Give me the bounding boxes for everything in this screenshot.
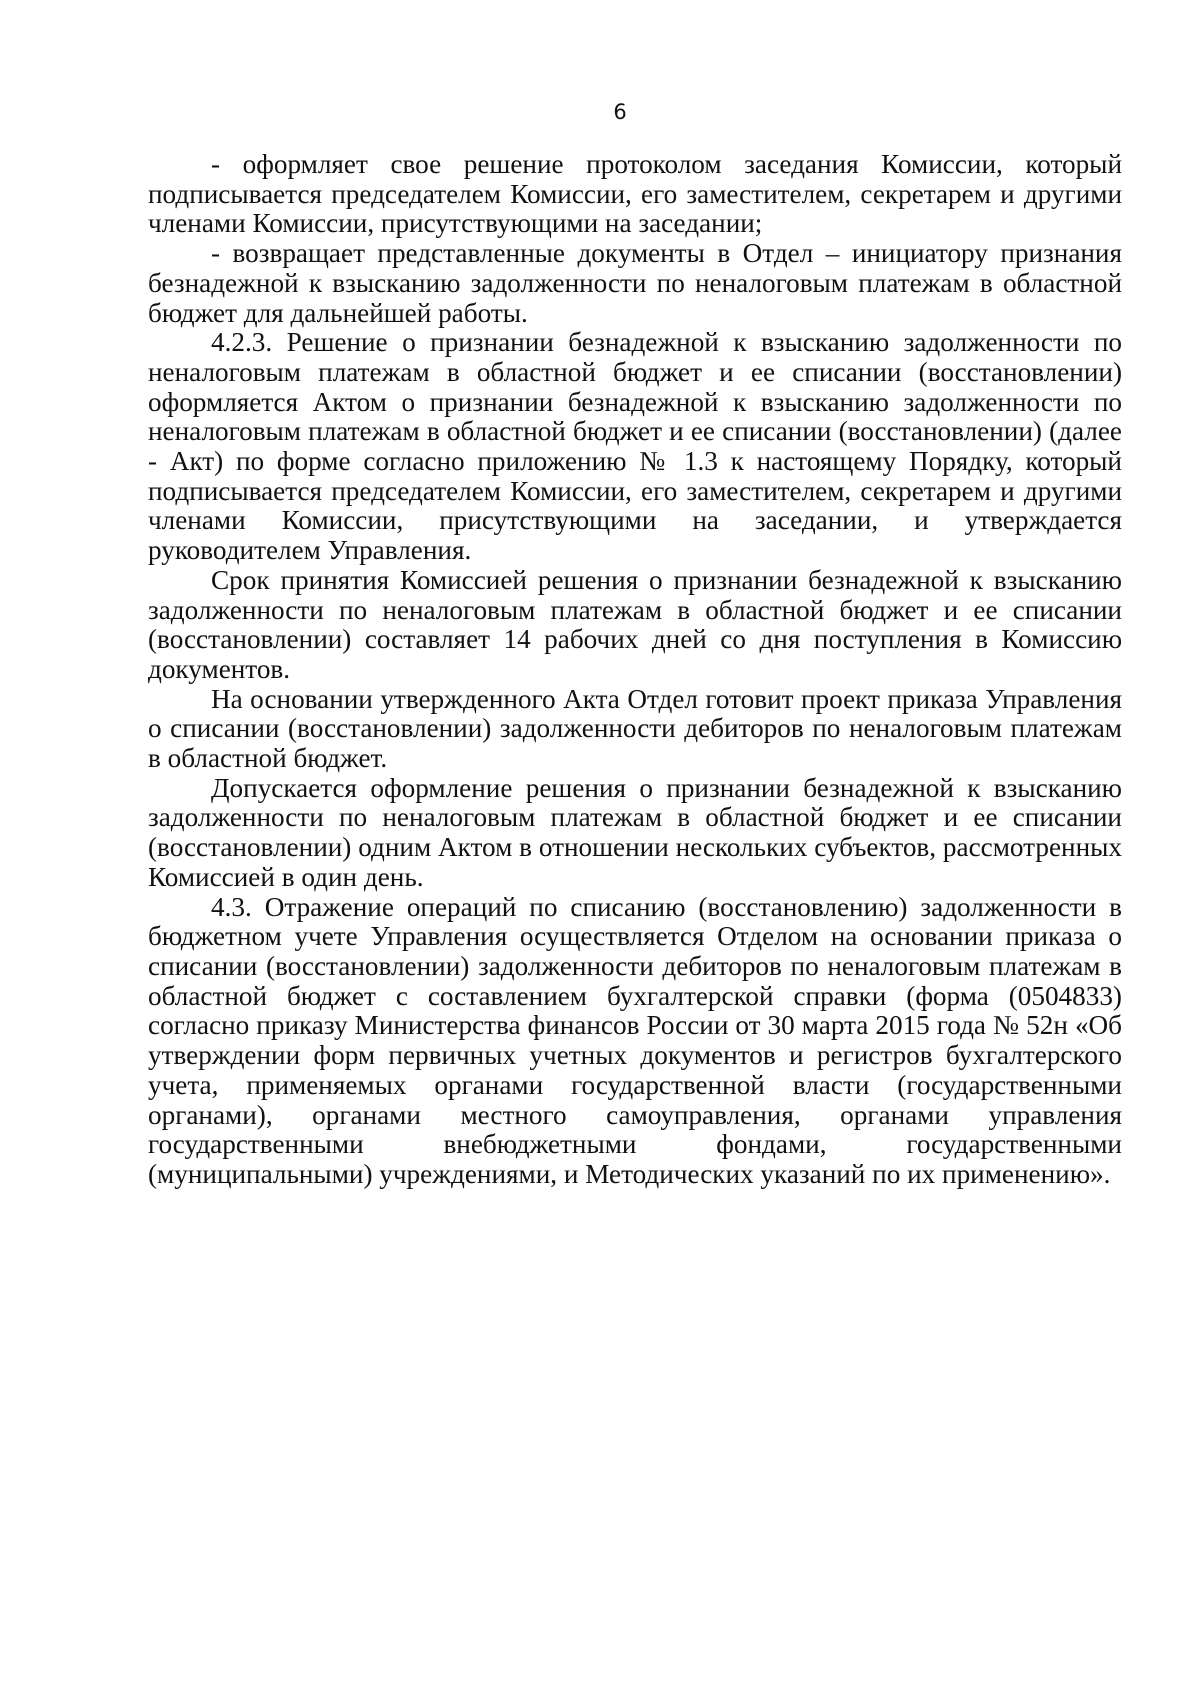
paragraph-signing-protocol: - оформляет свое решение протоколом заседания Комиссии, который подписывается председателем Комиссии, его заместителем, секретарем и другими членами Комиссии, присутствующими на заседании; — [148, 149, 1122, 239]
paragraph-return-documents: - возвращает представленные документы в Отдел – инициатору признания безнадежной к взысканию задолженности по неналоговым платежам в областной бюджет для дальнейшей работы. — [148, 238, 1122, 328]
paragraph-decision-term: Срок принятия Комиссией решения о признании безнадежной к взысканию задолженности по неналоговым платежам в областной бюджет и ее списании (восстановлении) составляет 14 рабочих дней со дня поступления в Комиссию документов. — [148, 564, 1122, 684]
document-body — [148, 150, 1122, 1190]
paragraph-order-draft: На основании утвержденного Акта Отдел готовит проект приказа Управления о списании (восстановлении) задолженности дебиторов по неналоговым платежам в областной бюджет. — [148, 683, 1122, 774]
paragraph-4-2-3: 4.2.3. Решение о признании безнадежной к взысканию задолженности по неналоговым платежам в областной бюджет и ее списании (восстановлении) оформляется Актом о признании безнадежной к взысканию задолженности по неналоговым платежам в областной бюджет и ее списании (восстановлении) (далее - Акт) по форме согласно приложению № 1.3 к настоящему Порядку, который подписывается председателем Комиссии, его заместителем, секретарем и другими членами Комиссии, присутствующими на заседании, и утверждается руководителем Управления. — [148, 327, 1122, 566]
page-number: 6 — [613, 100, 627, 124]
paragraph-single-act: Допускается оформление решения о признании безнадежной к взысканию задолженности по неналоговым платежам в областной бюджет и ее списании (восстановлении) одним Актом в отношении нескольких субъектов, рассмотренных Комиссией в один день. — [148, 772, 1122, 892]
paragraph-4-3: 4.3. Отражение операций по списанию (восстановлению) задолженности в бюджетном учете Управления осуществляется Отделом на основании приказа о списании (восстановлении) задолженности дебиторов по неналоговым платежам в областной бюджет с составлением бухгалтерской справки (форма (0504833) согласно приказу Министерства финансов России от 30 марта 2015 года № 52н «Об утверждении форм первичных учетных документов и регистров бухгалтерского учета, применяемых органами государственной власти (государственными органами), органами местного самоуправления, органами управления государственными внебюджетными фондами, государственными (муниципальными) учреждениями, и Методических указаний по их применению». — [148, 891, 1122, 1189]
